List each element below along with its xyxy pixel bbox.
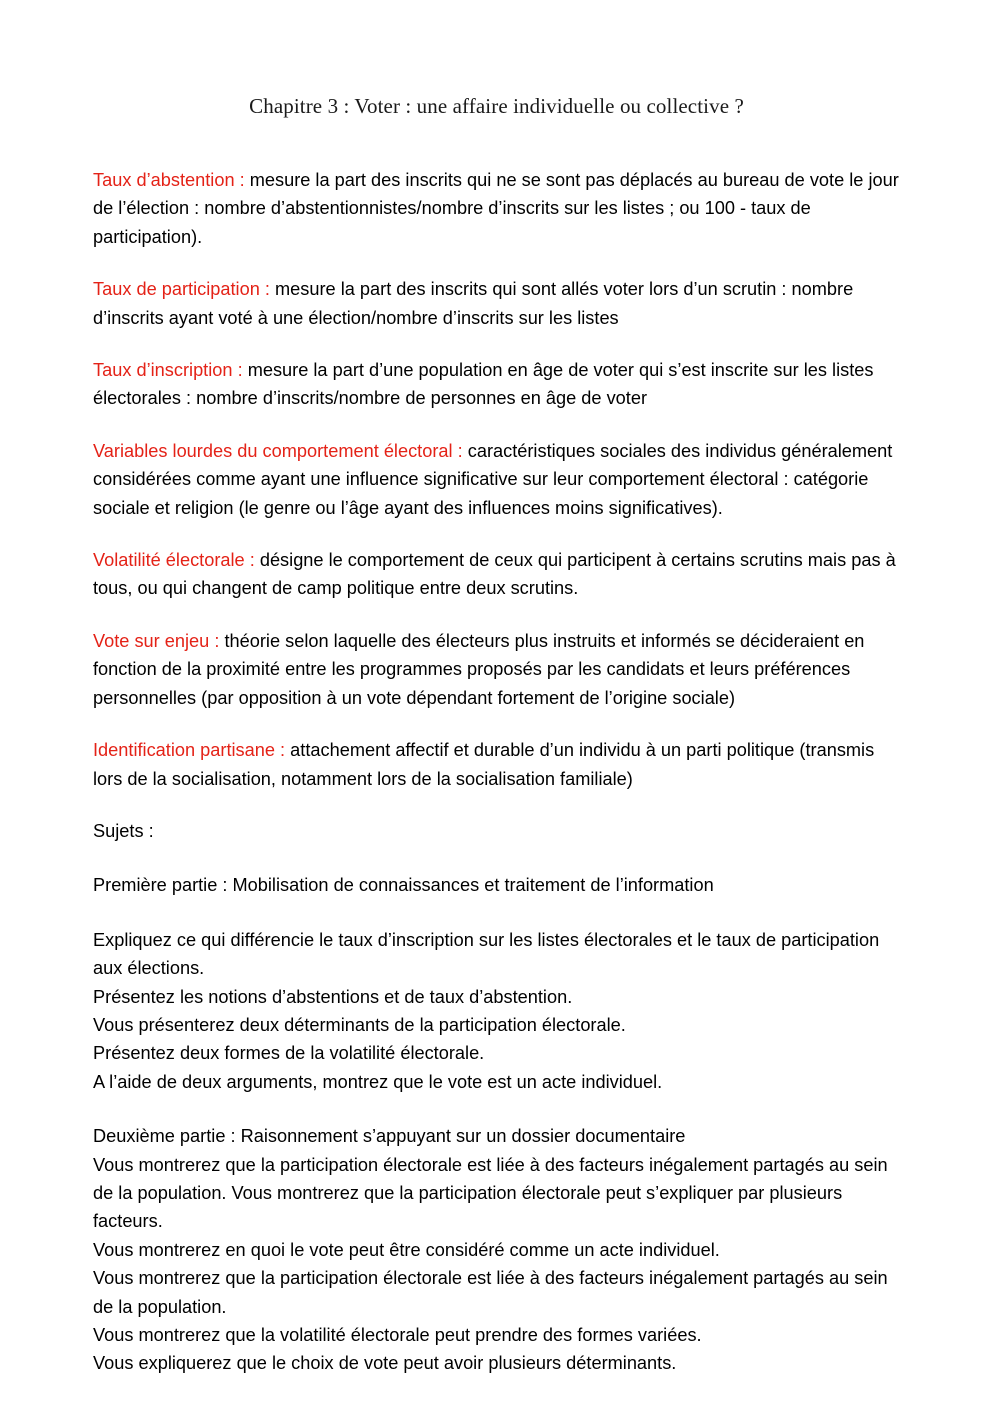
question-line: Vous montrerez que la volatilité électorale peut prendre des formes variées. xyxy=(93,1325,702,1345)
question-line: Vous montrerez que la participation électorale est liée à des facteurs inégalement partagés au sein de la population. xyxy=(93,1268,888,1317)
definition-body: théorie selon laquelle des électeurs plus instruits et informés se décideraient en fonction de la proximité entre les programmes proposés par les candidats et leurs préférences personnelles (par opposition à un vote dépendant fortement de l’origine sociale) xyxy=(93,630,865,708)
definition-term: Variables lourdes du comportement électoral xyxy=(93,440,453,461)
definition-term: Taux d’inscription xyxy=(93,360,233,381)
definition-body: caractéristiques sociales des individus généralement considérées comme ayant une influence significative sur leur comportement électoral : catégorie sociale et religion (le genre ou l’âge ayant des influences moins significatives). xyxy=(93,440,893,518)
document-body xyxy=(93,166,905,1378)
definition-separator: : xyxy=(209,630,225,651)
definition-body: attachement affectif et durable d’un individu à un parti politique (transmis lors de la socialisation, notamment lors de la socialisation familiale) xyxy=(93,740,875,789)
part-one-questions xyxy=(93,926,905,1096)
part-two-block xyxy=(93,1122,905,1378)
definition-entry xyxy=(93,546,905,603)
question-line: Vous présenterez deux déterminants de la participation électorale. xyxy=(93,1014,626,1035)
definition-term: Taux de participation xyxy=(93,279,260,300)
definition-separator: : xyxy=(234,170,250,190)
definition-term: Vote sur enjeu xyxy=(93,630,210,651)
definition-body: mesure la part d’une population en âge de voter qui s’est inscrite sur les listes électorales : nombre d’inscrits/nombre de personnes en âge de voter xyxy=(93,360,874,409)
definition-term: Identification partisane xyxy=(93,740,275,761)
question-line: Présentez deux formes de la volatilité électorale. xyxy=(93,1043,485,1064)
part-one-heading: Première partie : Mobilisation de connaissances et traitement de l’information xyxy=(93,875,714,896)
question-line: Expliquez ce qui différencie le taux d’inscription sur les listes électorales et le taux de participation aux élections. xyxy=(93,929,880,979)
question-line: A l’aide de deux arguments, montrez que le vote est un acte individuel. xyxy=(93,1071,663,1092)
page-title: Chapitre 3 : Voter : une affaire individuelle ou collective ? xyxy=(249,94,744,118)
definition-entry xyxy=(93,627,905,712)
definition-body: désigne le comportement de ceux qui participent à certains scrutins mais pas à tous, ou qui changent de camp politique entre deux scrutins. xyxy=(93,550,896,599)
definition-separator: : xyxy=(259,279,275,300)
definition-body: mesure la part des inscrits qui sont allés voter lors d’un scrutin : nombre d’inscrits ayant voté à une élection/nombre d’inscrits sur les listes xyxy=(93,279,854,328)
definition-separator: : xyxy=(244,550,260,571)
definition-term: Volatilité électorale xyxy=(93,550,245,571)
part-two-heading: Deuxième partie : Raisonnement s’appuyant sur un dossier documentaire xyxy=(93,1126,686,1147)
definition-entry xyxy=(93,356,905,413)
definition-body: mesure la part des inscrits qui ne se sont pas déplacés au bureau de vote le jour de l’élection : nombre d’abstentionnistes/nombre d’inscrits sur les listes ; ou 100 - taux de participation). xyxy=(93,170,899,247)
definition-entry xyxy=(93,275,905,332)
definition-entry xyxy=(93,736,905,793)
definition-separator: : xyxy=(232,360,248,381)
definition-term: Taux d’abstention xyxy=(93,170,235,190)
definition-separator: : xyxy=(275,740,291,761)
definition-separator: : xyxy=(452,440,468,461)
subjects-heading: Sujets : xyxy=(93,820,154,841)
question-line: Vous montrerez que la participation électorale est liée à des facteurs inégalement partagés au sein de la population. Vous montrerez que la participation électorale peut s’expliquer par plusieurs facteurs. xyxy=(93,1154,888,1232)
question-line: Présentez les notions d’abstentions et de taux d’abstention. xyxy=(93,986,573,1007)
question-line: Vous expliquerez que le choix de vote peut avoir plusieurs déterminants. xyxy=(93,1353,677,1374)
definition-entry xyxy=(93,437,905,522)
definition-entry xyxy=(93,166,905,251)
question-line: Vous montrerez en quoi le vote peut être considéré comme un acte individuel. xyxy=(93,1239,720,1260)
